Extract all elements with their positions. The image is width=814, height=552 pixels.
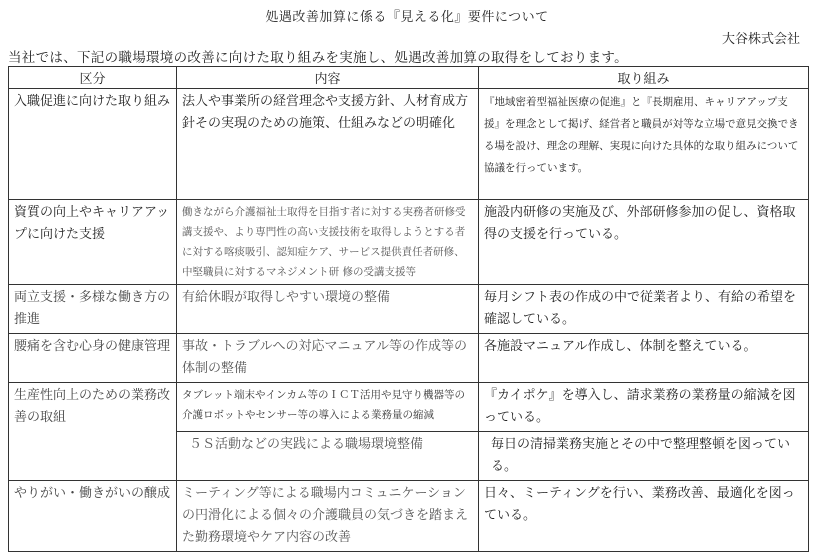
row-action: 『カイポケ』を導入し、請求業務の業務量の縮減を図っている。 bbox=[479, 383, 809, 432]
row-category: 資質の向上やキャリアアップに向けた支援 bbox=[9, 200, 177, 285]
table-row bbox=[9, 285, 809, 334]
table-row bbox=[9, 334, 809, 383]
row-action: 各施設マニュアル作成し、体制を整えている。 bbox=[479, 334, 809, 383]
row-content: 有給休暇が取得しやすい環境の整備 bbox=[177, 285, 479, 334]
company-name: 大谷株式会社 bbox=[721, 32, 800, 47]
row-content: 働きながら介護福祉士取得を目指す者に対する実務者研修受講支援や、より専門性の高い支援技術を取得しようとする者に対する喀痰吸引、認知症ケア、サービス提供責任者研修、中堅職員に対するマネジメント研 修の受講支援等 bbox=[177, 200, 479, 285]
header-category: 区分 bbox=[9, 67, 177, 89]
row-category: 入職促進に向けた取り組み bbox=[9, 89, 177, 200]
intro-text: 当社では、下記の職場環境の改善に向けた取り組みを実施し、処遇改善加算の取得をしております。 bbox=[8, 50, 628, 66]
row-action: 日々、ミーティングを行い、業務改善、最適化を図っている。 bbox=[479, 481, 809, 552]
table-row bbox=[9, 89, 809, 200]
row-content: 事故・トラブルへの対応マニュアル等の作成等の体制の整備 bbox=[177, 334, 479, 383]
row-content: タブレット端末やインカム等のＩＣＴ活用や見守り機器等の介護ロボットやセンサー等の導入による業務量の縮減 bbox=[177, 383, 479, 432]
row-category: 腰痛を含む心身の健康管理 bbox=[9, 334, 177, 383]
row-content: ５Ｓ活動などの実践による職場環境整備 bbox=[177, 432, 479, 481]
row-action: 毎日の清掃業務実施とその中で整理整頓を図っている。 bbox=[479, 432, 809, 481]
table-row bbox=[9, 200, 809, 285]
row-action: 施設内研修の実施及び、外部研修参加の促し、資格取得の支援を行っている。 bbox=[479, 200, 809, 285]
requirements-table bbox=[8, 66, 809, 552]
row-category: やりがい・働きがいの醸成 bbox=[9, 481, 177, 552]
document-title: 処遇改善加算に係る『見える化』要件について bbox=[265, 10, 549, 25]
header-content: 内容 bbox=[177, 67, 479, 89]
row-action: 毎月シフト表の作成の中で従業者より、有給の希望を確認している。 bbox=[479, 285, 809, 334]
row-category: 生産性向上のための業務改善の取組 bbox=[9, 383, 177, 481]
table-row bbox=[9, 481, 809, 552]
row-content: 法人や事業所の経営理念や支援方針、人材育成方針その実現のための施策、仕組みなどの明確化 bbox=[177, 89, 479, 200]
row-category: 両立支援・多様な働き方の推進 bbox=[9, 285, 177, 334]
table-header-row bbox=[9, 67, 809, 89]
row-content: ミーティング等による職場内コミュニケーションの円滑化による個々の介護職員の気づきを踏まえた勤務環境やケア内容の改善 bbox=[177, 481, 479, 552]
header-action: 取り組み bbox=[479, 67, 809, 89]
table-row bbox=[9, 383, 809, 432]
row-action: 『地域密着型福祉医療の促進』と『長期雇用、キャリアアップ支援』を理念として掲げ、経営者と職員が対等な立場で意見交換できる場を設け、理念の理解、実現に向けた具体的な取り組みについて協議を行っています。 bbox=[479, 89, 809, 200]
